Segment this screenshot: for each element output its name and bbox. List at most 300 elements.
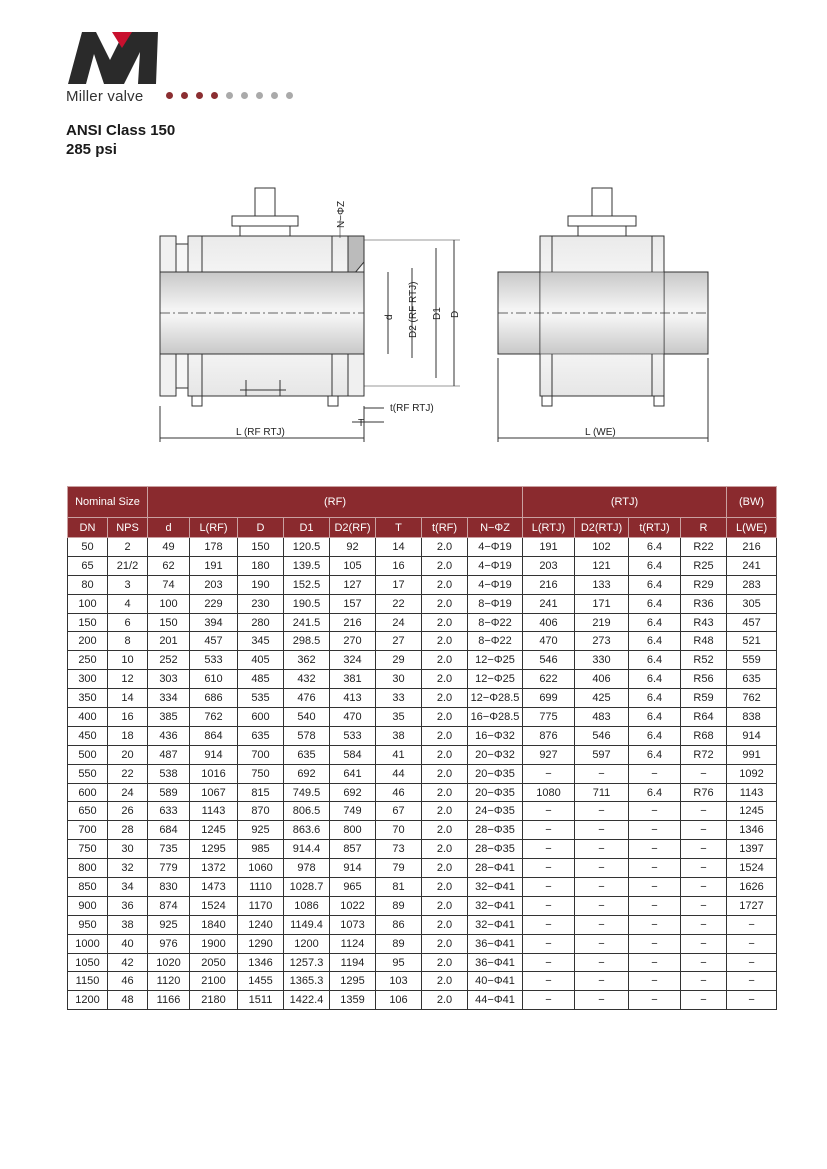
table-cell: 283 — [727, 575, 777, 594]
brand-name: Miller valve — [66, 88, 144, 105]
brand-dot — [226, 92, 233, 99]
column-header: t(RF) — [422, 518, 468, 538]
table-cell: 864 — [190, 726, 238, 745]
table-row — [68, 953, 777, 972]
table-cell: 22 — [108, 764, 148, 783]
table-cell: − — [575, 859, 629, 878]
table-cell: 1086 — [284, 896, 330, 915]
table-cell: 483 — [575, 708, 629, 727]
table-row — [68, 689, 777, 708]
table-cell: 406 — [523, 613, 575, 632]
table-cell: 2100 — [190, 972, 238, 991]
table-cell: 950 — [68, 915, 108, 934]
table-cell: 252 — [148, 651, 190, 670]
table-cell: 1372 — [190, 859, 238, 878]
table-cell: 1346 — [238, 953, 284, 972]
table-cell: 334 — [148, 689, 190, 708]
table-cell: R25 — [681, 556, 727, 575]
table-row — [68, 613, 777, 632]
table-cell: 26 — [108, 802, 148, 821]
column-header: NPS — [108, 518, 148, 538]
table-row — [68, 896, 777, 915]
table-cell: R64 — [681, 708, 727, 727]
table-cell: 2.0 — [422, 972, 468, 991]
table-cell: 127 — [330, 575, 376, 594]
table-cell: 635 — [238, 726, 284, 745]
table-cell: 700 — [238, 745, 284, 764]
table-cell: 2.0 — [422, 934, 468, 953]
table-cell: 1295 — [190, 840, 238, 859]
table-cell: 16−Φ32 — [468, 726, 523, 745]
table-cell: 815 — [238, 783, 284, 802]
table-cell: 521 — [727, 632, 777, 651]
table-cell: 1016 — [190, 764, 238, 783]
table-cell: R48 — [681, 632, 727, 651]
rf-header: (RF) — [148, 487, 523, 518]
table-cell: − — [681, 764, 727, 783]
table-cell: 2.0 — [422, 651, 468, 670]
label-nz: N−ΦZ — [336, 200, 347, 228]
table-cell: 81 — [376, 878, 422, 897]
table-cell: 1524 — [190, 896, 238, 915]
column-header: t(RTJ) — [629, 518, 681, 538]
table-cell: 699 — [523, 689, 575, 708]
brand-logo — [66, 30, 306, 110]
table-cell: 914.4 — [284, 840, 330, 859]
table-cell: 457 — [727, 613, 777, 632]
table-cell: − — [575, 934, 629, 953]
table-cell: 450 — [68, 726, 108, 745]
table-cell: 28−Φ35 — [468, 840, 523, 859]
table-cell: 8 — [108, 632, 148, 651]
table-cell: 2.0 — [422, 632, 468, 651]
table-cell: 22 — [376, 594, 422, 613]
table-cell: 150 — [148, 613, 190, 632]
table-cell: 303 — [148, 670, 190, 689]
table-cell: 2.0 — [422, 670, 468, 689]
table-cell: 298.5 — [284, 632, 330, 651]
table-cell: − — [523, 953, 575, 972]
table-cell: R36 — [681, 594, 727, 613]
table-cell: 8−Φ19 — [468, 594, 523, 613]
table-cell: 6.4 — [629, 783, 681, 802]
table-cell: − — [727, 991, 777, 1010]
table-cell: − — [681, 953, 727, 972]
table-cell: 2 — [108, 538, 148, 557]
table-cell: 345 — [238, 632, 284, 651]
table-cell: 273 — [575, 632, 629, 651]
table-cell: 46 — [376, 783, 422, 802]
table-cell: R43 — [681, 613, 727, 632]
table-cell: 38 — [376, 726, 422, 745]
table-cell: 925 — [148, 915, 190, 934]
table-cell: 29 — [376, 651, 422, 670]
table-cell: − — [575, 764, 629, 783]
table-row — [68, 745, 777, 764]
table-cell: 34 — [108, 878, 148, 897]
table-cell: 735 — [148, 840, 190, 859]
table-cell: 535 — [238, 689, 284, 708]
table-cell: 121 — [575, 556, 629, 575]
table-cell: 12−Φ28.5 — [468, 689, 523, 708]
table-cell: 750 — [68, 840, 108, 859]
table-row — [68, 783, 777, 802]
dimension-table — [67, 486, 777, 1010]
table-cell: 1840 — [190, 915, 238, 934]
table-cell: 229 — [190, 594, 238, 613]
table-cell: 32−Φ41 — [468, 896, 523, 915]
table-cell: 2.0 — [422, 953, 468, 972]
table-cell: − — [523, 896, 575, 915]
column-header-row — [68, 518, 777, 538]
table-cell: 20−Φ35 — [468, 764, 523, 783]
table-cell: 476 — [284, 689, 330, 708]
table-cell: 635 — [727, 670, 777, 689]
table-row — [68, 821, 777, 840]
table-cell: 44−Φ41 — [468, 991, 523, 1010]
table-cell: 1110 — [238, 878, 284, 897]
table-cell: 28−Φ35 — [468, 821, 523, 840]
table-cell: 40−Φ41 — [468, 972, 523, 991]
table-cell: 749 — [330, 802, 376, 821]
table-cell: 24 — [108, 783, 148, 802]
table-cell: 24−Φ35 — [468, 802, 523, 821]
table-cell: − — [629, 859, 681, 878]
table-cell: 800 — [330, 821, 376, 840]
table-cell: 633 — [148, 802, 190, 821]
table-cell: 32−Φ41 — [468, 878, 523, 897]
table-cell: 976 — [148, 934, 190, 953]
table-cell: 16 — [108, 708, 148, 727]
table-cell: − — [523, 840, 575, 859]
table-row — [68, 538, 777, 557]
table-cell: 35 — [376, 708, 422, 727]
table-cell: 49 — [148, 538, 190, 557]
nominal-size-header: Nominal Size — [68, 487, 148, 518]
table-cell: 2.0 — [422, 840, 468, 859]
rtj-header: (RTJ) — [523, 487, 727, 518]
table-cell: 86 — [376, 915, 422, 934]
label-t-small: t(RF RTJ) — [390, 403, 434, 414]
table-cell: 1245 — [190, 821, 238, 840]
table-cell: 1166 — [148, 991, 190, 1010]
table-cell: 305 — [727, 594, 777, 613]
table-cell: 21/2 — [108, 556, 148, 575]
table-cell: 1511 — [238, 991, 284, 1010]
table-cell: 3 — [108, 575, 148, 594]
table-cell: 1000 — [68, 934, 108, 953]
table-cell: 863.6 — [284, 821, 330, 840]
table-cell: 874 — [148, 896, 190, 915]
table-cell: − — [523, 972, 575, 991]
table-cell: − — [629, 934, 681, 953]
table-row — [68, 972, 777, 991]
table-cell: 559 — [727, 651, 777, 670]
table-row — [68, 840, 777, 859]
page-title — [66, 121, 175, 159]
table-cell: 1626 — [727, 878, 777, 897]
label-d: d — [384, 314, 395, 320]
table-cell: 405 — [238, 651, 284, 670]
table-cell: 2.0 — [422, 821, 468, 840]
table-cell: 28−Φ41 — [468, 859, 523, 878]
table-cell: 2.0 — [422, 764, 468, 783]
table-cell: 1124 — [330, 934, 376, 953]
table-cell: R72 — [681, 745, 727, 764]
table-cell: 641 — [330, 764, 376, 783]
table-cell: 157 — [330, 594, 376, 613]
table-cell: 711 — [575, 783, 629, 802]
table-cell: 487 — [148, 745, 190, 764]
table-cell: 800 — [68, 859, 108, 878]
table-cell: 850 — [68, 878, 108, 897]
table-cell: − — [629, 991, 681, 1010]
table-cell: 41 — [376, 745, 422, 764]
column-header: T — [376, 518, 422, 538]
table-row — [68, 575, 777, 594]
table-cell: 102 — [575, 538, 629, 557]
table-cell: 18 — [108, 726, 148, 745]
brand-dots — [166, 92, 293, 99]
table-cell: 1143 — [190, 802, 238, 821]
table-cell: 79 — [376, 859, 422, 878]
table-cell: 2.0 — [422, 689, 468, 708]
table-cell: 100 — [148, 594, 190, 613]
table-cell: 16 — [376, 556, 422, 575]
label-D: D — [450, 310, 461, 318]
table-cell: − — [575, 972, 629, 991]
table-cell: 28 — [108, 821, 148, 840]
table-cell: 762 — [727, 689, 777, 708]
table-cell: − — [575, 878, 629, 897]
valve-drawing — [140, 180, 740, 450]
table-cell: − — [575, 840, 629, 859]
table-cell: 42 — [108, 953, 148, 972]
table-cell: 1092 — [727, 764, 777, 783]
table-cell: 70 — [376, 821, 422, 840]
table-cell: 6.4 — [629, 651, 681, 670]
table-cell: R76 — [681, 783, 727, 802]
table-cell: 48 — [108, 991, 148, 1010]
table-cell: 1060 — [238, 859, 284, 878]
brand-dot — [196, 92, 203, 99]
table-cell: 991 — [727, 745, 777, 764]
table-cell: 589 — [148, 783, 190, 802]
table-cell: 203 — [523, 556, 575, 575]
table-cell: − — [629, 915, 681, 934]
table-cell: 10 — [108, 651, 148, 670]
table-row — [68, 632, 777, 651]
column-header: D1 — [284, 518, 330, 538]
table-cell: 470 — [523, 632, 575, 651]
column-header: N−ΦZ — [468, 518, 523, 538]
table-cell: 89 — [376, 934, 422, 953]
table-cell: 550 — [68, 764, 108, 783]
table-cell: − — [523, 859, 575, 878]
table-cell: − — [681, 840, 727, 859]
table-cell: 190.5 — [284, 594, 330, 613]
table-cell: 2.0 — [422, 556, 468, 575]
table-cell: 4−Φ19 — [468, 538, 523, 557]
table-cell: 250 — [68, 651, 108, 670]
table-cell: 381 — [330, 670, 376, 689]
table-cell: 622 — [523, 670, 575, 689]
table-cell: 6.4 — [629, 613, 681, 632]
table-cell: − — [681, 859, 727, 878]
table-cell: − — [681, 972, 727, 991]
table-cell: 870 — [238, 802, 284, 821]
table-row — [68, 859, 777, 878]
table-cell: 779 — [148, 859, 190, 878]
table-cell: 914 — [727, 726, 777, 745]
table-cell: 330 — [575, 651, 629, 670]
table-row — [68, 594, 777, 613]
table-cell: 1022 — [330, 896, 376, 915]
table-cell: 6.4 — [629, 538, 681, 557]
table-cell: 20−Φ35 — [468, 783, 523, 802]
label-l-we: L (WE) — [585, 427, 616, 438]
table-cell: 190 — [238, 575, 284, 594]
table-cell: 1200 — [284, 934, 330, 953]
table-cell: 362 — [284, 651, 330, 670]
table-cell: − — [681, 915, 727, 934]
table-cell: 4 — [108, 594, 148, 613]
table-cell: 485 — [238, 670, 284, 689]
table-cell: 6.4 — [629, 708, 681, 727]
table-cell: 749.5 — [284, 783, 330, 802]
table-cell: 6.4 — [629, 726, 681, 745]
brand-dot — [256, 92, 263, 99]
table-cell: 38 — [108, 915, 148, 934]
table-cell: 1295 — [330, 972, 376, 991]
table-cell: 1290 — [238, 934, 284, 953]
table-cell: 597 — [575, 745, 629, 764]
table-cell: R59 — [681, 689, 727, 708]
table-cell: 152.5 — [284, 575, 330, 594]
table-cell: 92 — [330, 538, 376, 557]
table-cell: 1455 — [238, 972, 284, 991]
column-header: R — [681, 518, 727, 538]
table-cell: 857 — [330, 840, 376, 859]
table-cell: R29 — [681, 575, 727, 594]
table-cell: 413 — [330, 689, 376, 708]
table-cell: 191 — [190, 556, 238, 575]
table-cell: 1143 — [727, 783, 777, 802]
table-cell: 89 — [376, 896, 422, 915]
table-cell: 1473 — [190, 878, 238, 897]
table-cell: 14 — [376, 538, 422, 557]
table-cell: 533 — [330, 726, 376, 745]
table-cell: − — [727, 934, 777, 953]
table-cell: 2.0 — [422, 802, 468, 821]
table-cell: 12−Φ25 — [468, 651, 523, 670]
table-cell: 6.4 — [629, 745, 681, 764]
table-cell: 12−Φ25 — [468, 670, 523, 689]
table-cell: 1359 — [330, 991, 376, 1010]
table-cell: 830 — [148, 878, 190, 897]
table-cell: 1194 — [330, 953, 376, 972]
table-cell: 300 — [68, 670, 108, 689]
column-header: L(RTJ) — [523, 518, 575, 538]
table-cell: − — [523, 915, 575, 934]
table-cell: 2.0 — [422, 896, 468, 915]
label-T: T — [358, 418, 365, 429]
table-cell: 133 — [575, 575, 629, 594]
table-cell: 4−Φ19 — [468, 556, 523, 575]
table-cell: 692 — [330, 783, 376, 802]
table-cell: 900 — [68, 896, 108, 915]
table-cell: 36−Φ41 — [468, 934, 523, 953]
table-cell: 927 — [523, 745, 575, 764]
table-row — [68, 726, 777, 745]
table-cell: 200 — [68, 632, 108, 651]
table-cell: − — [575, 915, 629, 934]
table-cell: 241 — [727, 556, 777, 575]
table-cell: 400 — [68, 708, 108, 727]
table-cell: − — [629, 840, 681, 859]
table-cell: 1170 — [238, 896, 284, 915]
table-cell: 16−Φ28.5 — [468, 708, 523, 727]
table-cell: 241 — [523, 594, 575, 613]
table-cell: − — [727, 972, 777, 991]
table-cell: 219 — [575, 613, 629, 632]
table-cell: 750 — [238, 764, 284, 783]
table-cell: 600 — [68, 783, 108, 802]
table-row — [68, 934, 777, 953]
table-cell: R22 — [681, 538, 727, 557]
table-cell: 171 — [575, 594, 629, 613]
table-cell: − — [681, 991, 727, 1010]
table-cell: 1050 — [68, 953, 108, 972]
table-row — [68, 915, 777, 934]
table-cell: 876 — [523, 726, 575, 745]
table-cell: 73 — [376, 840, 422, 859]
pressure-title: 285 psi — [66, 141, 117, 158]
table-cell: 436 — [148, 726, 190, 745]
table-cell: 46 — [108, 972, 148, 991]
table-body — [68, 538, 777, 1010]
table-cell: 425 — [575, 689, 629, 708]
column-header: L(RF) — [190, 518, 238, 538]
table-row — [68, 708, 777, 727]
brand-dot — [271, 92, 278, 99]
table-cell: 546 — [575, 726, 629, 745]
table-cell: − — [523, 821, 575, 840]
table-cell: 1365.3 — [284, 972, 330, 991]
table-cell: 74 — [148, 575, 190, 594]
table-cell: 914 — [190, 745, 238, 764]
table-row — [68, 651, 777, 670]
table-cell: 24 — [376, 613, 422, 632]
table-cell: 600 — [238, 708, 284, 727]
table-row — [68, 991, 777, 1010]
table-cell: − — [629, 821, 681, 840]
table-cell: 324 — [330, 651, 376, 670]
table-cell: 1067 — [190, 783, 238, 802]
table-cell: 8−Φ22 — [468, 632, 523, 651]
table-cell: − — [575, 821, 629, 840]
table-cell: 2.0 — [422, 613, 468, 632]
table-cell: 838 — [727, 708, 777, 727]
table-cell: 406 — [575, 670, 629, 689]
table-row — [68, 670, 777, 689]
table-cell: − — [575, 953, 629, 972]
table-cell: 216 — [330, 613, 376, 632]
table-cell: − — [681, 896, 727, 915]
table-cell: − — [523, 764, 575, 783]
column-header: DN — [68, 518, 108, 538]
table-cell: 546 — [523, 651, 575, 670]
